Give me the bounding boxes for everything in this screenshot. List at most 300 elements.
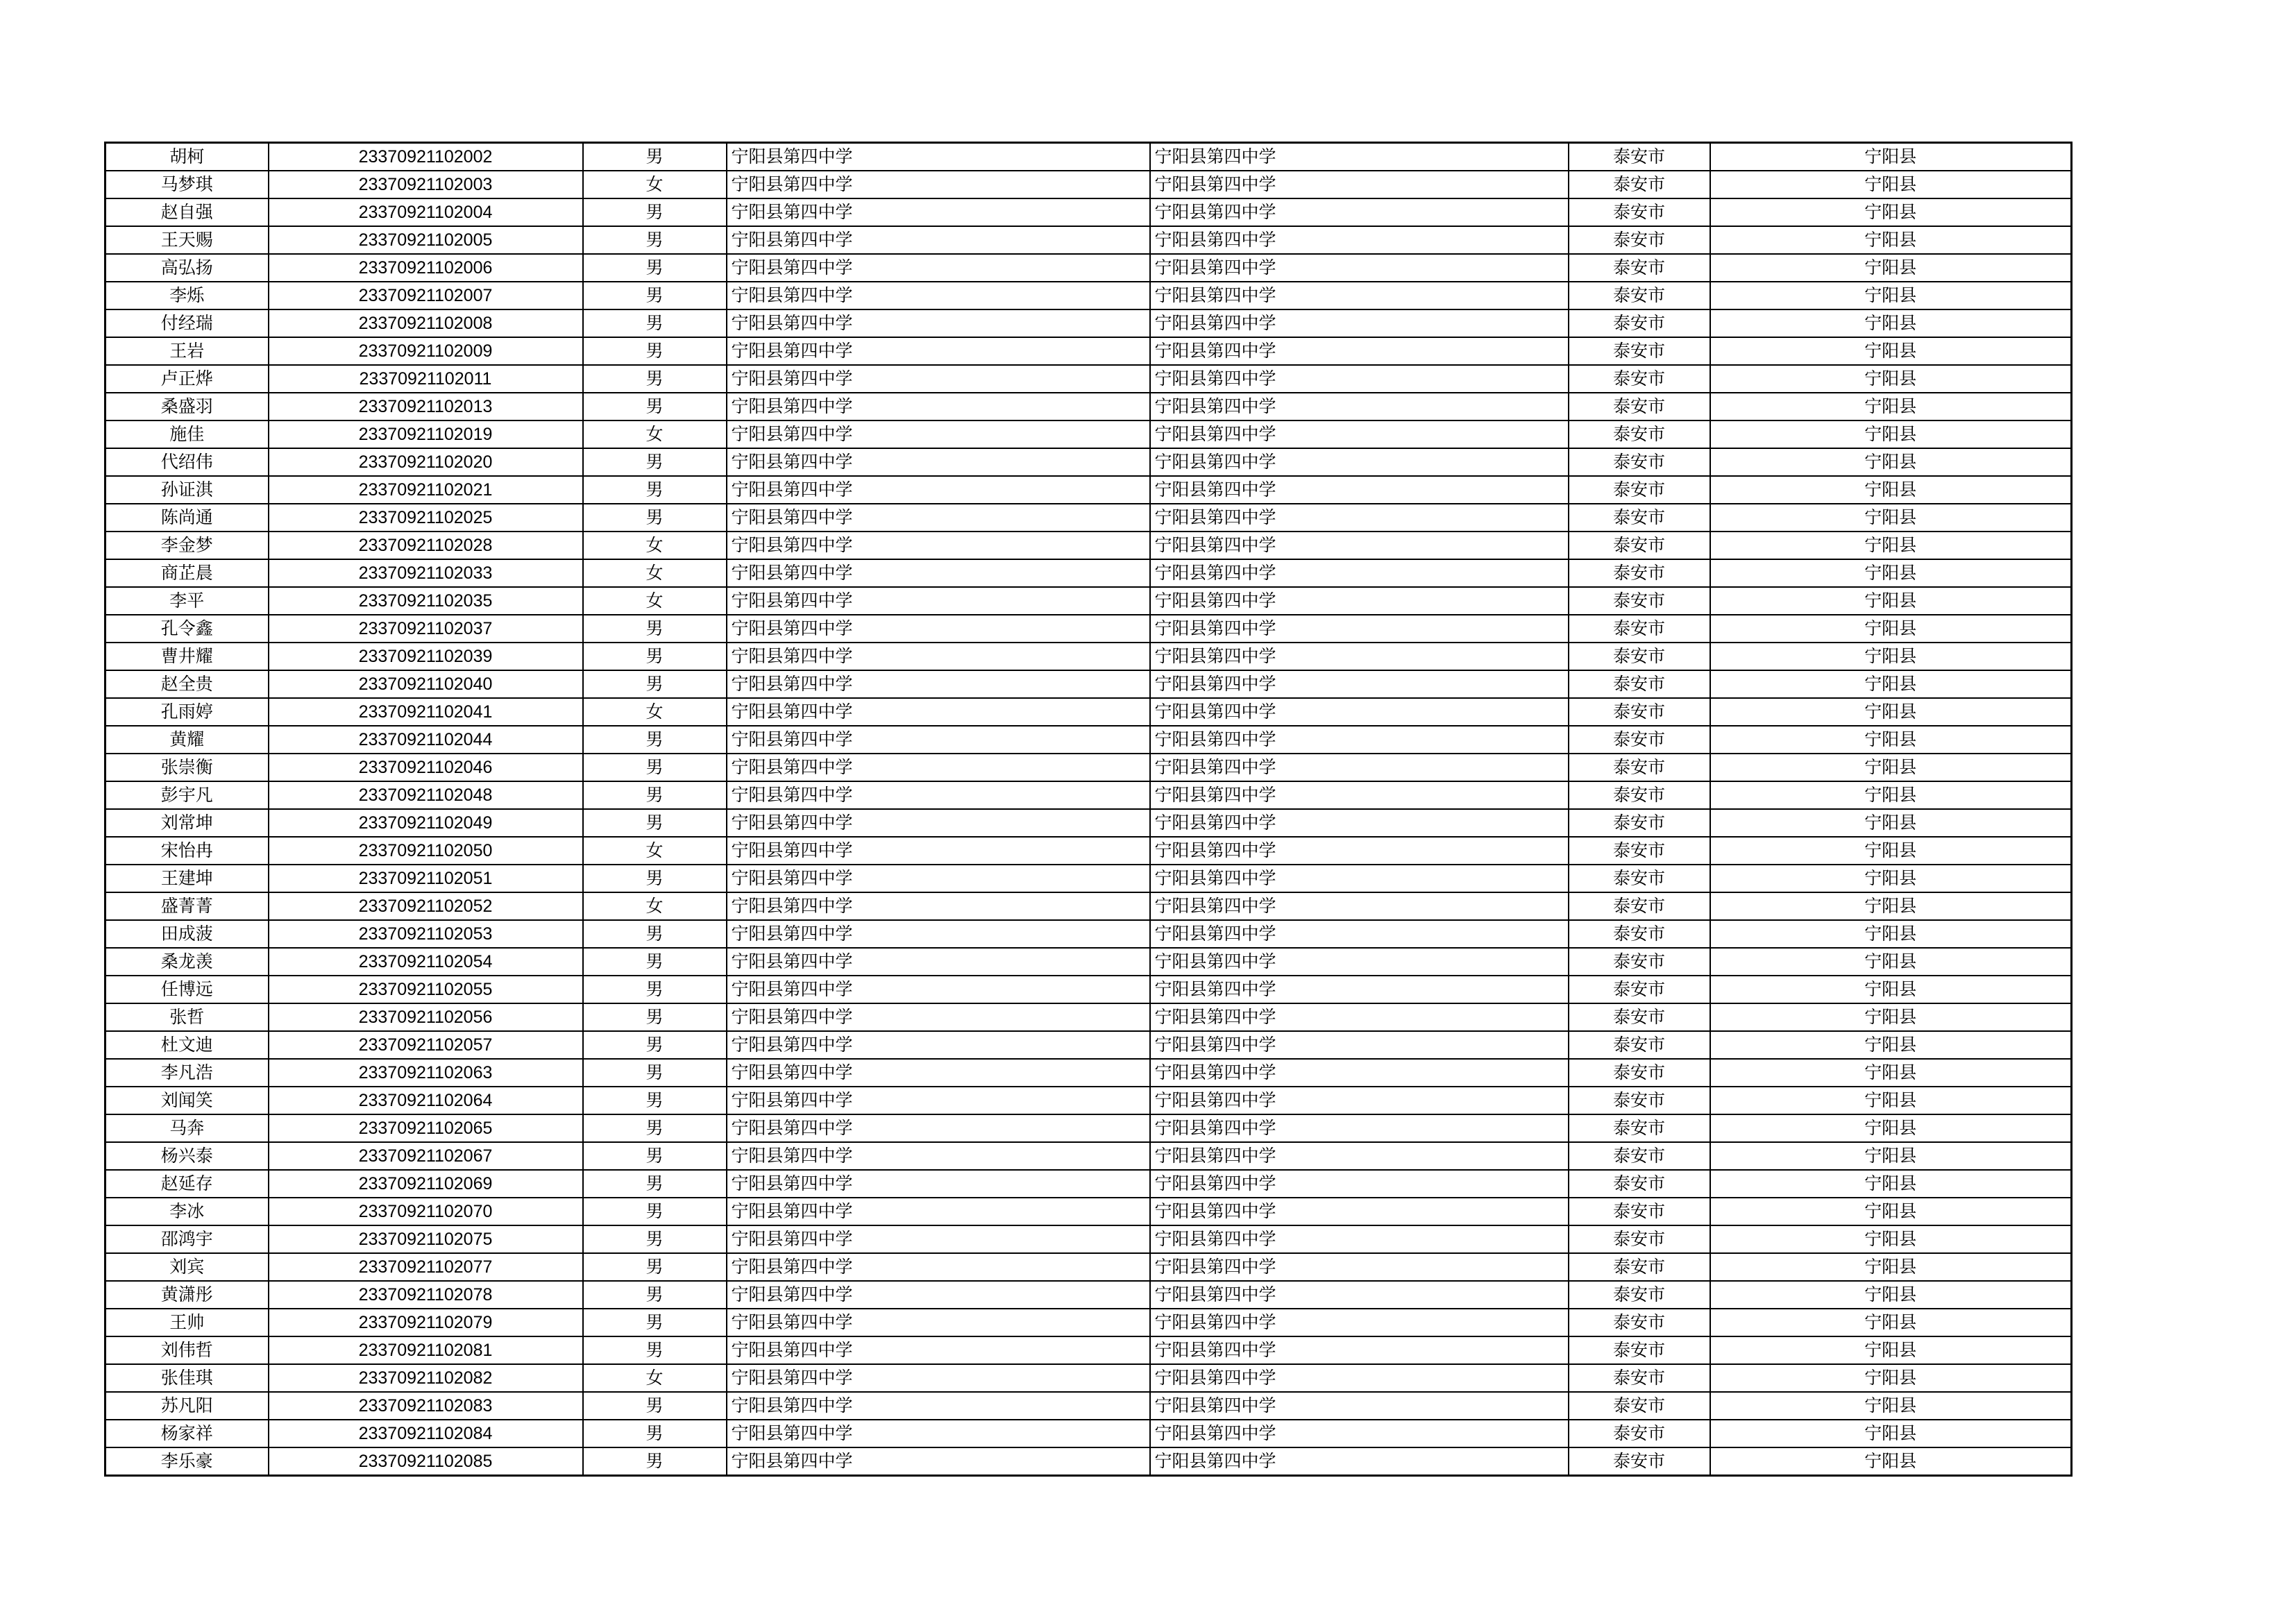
gender-cell: 男 [583, 754, 727, 781]
exam-id-cell: 23370921102008 [269, 309, 583, 337]
table-row [105, 1281, 2072, 1309]
school-cell: 宁阳县第四中学 [727, 1392, 1150, 1420]
registered-school-cell: 宁阳县第四中学 [1150, 1142, 1569, 1170]
gender-cell: 男 [583, 920, 727, 948]
city-cell: 泰安市 [1569, 1225, 1710, 1253]
exam-id-cell: 23370921102067 [269, 1142, 583, 1170]
school-cell: 宁阳县第四中学 [727, 143, 1150, 171]
city-cell: 泰安市 [1569, 587, 1710, 615]
gender-cell: 男 [583, 781, 727, 809]
county-cell: 宁阳县 [1710, 865, 2072, 892]
registered-school-cell: 宁阳县第四中学 [1150, 754, 1569, 781]
county-cell: 宁阳县 [1710, 1142, 2072, 1170]
gender-cell: 男 [583, 1447, 727, 1476]
gender-cell: 女 [583, 171, 727, 198]
registered-school-cell: 宁阳县第四中学 [1150, 365, 1569, 393]
registered-school-cell: 宁阳县第四中学 [1150, 393, 1569, 420]
county-cell: 宁阳县 [1710, 976, 2072, 1003]
exam-id-cell: 23370921102063 [269, 1059, 583, 1087]
county-cell: 宁阳县 [1710, 1447, 2072, 1476]
city-cell: 泰安市 [1569, 1336, 1710, 1364]
county-cell: 宁阳县 [1710, 1003, 2072, 1031]
exam-id-cell: 23370921102009 [269, 337, 583, 365]
city-cell: 泰安市 [1569, 420, 1710, 448]
registered-school-cell: 宁阳县第四中学 [1150, 726, 1569, 754]
county-cell: 宁阳县 [1710, 393, 2072, 420]
gender-cell: 男 [583, 670, 727, 698]
county-cell: 宁阳县 [1710, 365, 2072, 393]
table-row [105, 1309, 2072, 1336]
city-cell: 泰安市 [1569, 337, 1710, 365]
county-cell: 宁阳县 [1710, 1420, 2072, 1447]
county-cell: 宁阳县 [1710, 1309, 2072, 1336]
city-cell: 泰安市 [1569, 171, 1710, 198]
registered-school-cell: 宁阳县第四中学 [1150, 698, 1569, 726]
exam-id-cell: 23370921102055 [269, 976, 583, 1003]
name-cell: 施佳 [105, 420, 269, 448]
table-row [105, 559, 2072, 587]
city-cell: 泰安市 [1569, 1198, 1710, 1225]
name-cell: 胡柯 [105, 143, 269, 171]
registered-school-cell: 宁阳县第四中学 [1150, 559, 1569, 587]
table-row [105, 1059, 2072, 1087]
registered-school-cell: 宁阳县第四中学 [1150, 1031, 1569, 1059]
name-cell: 李平 [105, 587, 269, 615]
name-cell: 王天赐 [105, 226, 269, 254]
city-cell: 泰安市 [1569, 781, 1710, 809]
school-cell: 宁阳县第四中学 [727, 1114, 1150, 1142]
registered-school-cell: 宁阳县第四中学 [1150, 282, 1569, 309]
name-cell: 李金梦 [105, 532, 269, 559]
name-cell: 刘闻笑 [105, 1087, 269, 1114]
registered-school-cell: 宁阳县第四中学 [1150, 309, 1569, 337]
county-cell: 宁阳县 [1710, 1253, 2072, 1281]
name-cell: 苏凡阳 [105, 1392, 269, 1420]
school-cell: 宁阳县第四中学 [727, 365, 1150, 393]
city-cell: 泰安市 [1569, 1059, 1710, 1087]
county-cell: 宁阳县 [1710, 643, 2072, 670]
exam-id-cell: 23370921102025 [269, 504, 583, 532]
city-cell: 泰安市 [1569, 615, 1710, 643]
name-cell: 卢正烨 [105, 365, 269, 393]
exam-id-cell: 23370921102084 [269, 1420, 583, 1447]
name-cell: 刘伟哲 [105, 1336, 269, 1364]
name-cell: 黄耀 [105, 726, 269, 754]
exam-id-cell: 23370921102007 [269, 282, 583, 309]
exam-id-cell: 23370921102083 [269, 1392, 583, 1420]
registered-school-cell: 宁阳县第四中学 [1150, 1447, 1569, 1476]
name-cell: 商芷晨 [105, 559, 269, 587]
exam-id-cell: 23370921102037 [269, 615, 583, 643]
registered-school-cell: 宁阳县第四中学 [1150, 892, 1569, 920]
exam-id-cell: 23370921102077 [269, 1253, 583, 1281]
name-cell: 黄潇彤 [105, 1281, 269, 1309]
name-cell: 杜文迪 [105, 1031, 269, 1059]
table-row [105, 1087, 2072, 1114]
exam-id-cell: 23370921102003 [269, 171, 583, 198]
registered-school-cell: 宁阳县第四中学 [1150, 670, 1569, 698]
registered-school-cell: 宁阳县第四中学 [1150, 1170, 1569, 1198]
county-cell: 宁阳县 [1710, 892, 2072, 920]
gender-cell: 男 [583, 226, 727, 254]
gender-cell: 男 [583, 309, 727, 337]
school-cell: 宁阳县第四中学 [727, 420, 1150, 448]
table-row [105, 1253, 2072, 1281]
table-row [105, 1114, 2072, 1142]
name-cell: 刘常坤 [105, 809, 269, 837]
name-cell: 刘宾 [105, 1253, 269, 1281]
table-row [105, 1170, 2072, 1198]
table-row [105, 143, 2072, 171]
exam-id-cell: 23370921102004 [269, 198, 583, 226]
school-cell: 宁阳县第四中学 [727, 198, 1150, 226]
school-cell: 宁阳县第四中学 [727, 559, 1150, 587]
county-cell: 宁阳县 [1710, 1225, 2072, 1253]
school-cell: 宁阳县第四中学 [727, 282, 1150, 309]
exam-id-cell: 23370921102044 [269, 726, 583, 754]
county-cell: 宁阳县 [1710, 559, 2072, 587]
registered-school-cell: 宁阳县第四中学 [1150, 337, 1569, 365]
gender-cell: 男 [583, 1003, 727, 1031]
school-cell: 宁阳县第四中学 [727, 587, 1150, 615]
table-row [105, 1142, 2072, 1170]
gender-cell: 男 [583, 1253, 727, 1281]
table-row [105, 448, 2072, 476]
gender-cell: 女 [583, 587, 727, 615]
county-cell: 宁阳县 [1710, 1059, 2072, 1087]
registered-school-cell: 宁阳县第四中学 [1150, 198, 1569, 226]
table-row [105, 1225, 2072, 1253]
registered-school-cell: 宁阳县第四中学 [1150, 504, 1569, 532]
city-cell: 泰安市 [1569, 1031, 1710, 1059]
gender-cell: 男 [583, 198, 727, 226]
county-cell: 宁阳县 [1710, 1114, 2072, 1142]
city-cell: 泰安市 [1569, 365, 1710, 393]
name-cell: 高弘扬 [105, 254, 269, 282]
name-cell: 赵延存 [105, 1170, 269, 1198]
city-cell: 泰安市 [1569, 504, 1710, 532]
registered-school-cell: 宁阳县第四中学 [1150, 948, 1569, 976]
exam-id-cell: 23370921102065 [269, 1114, 583, 1142]
city-cell: 泰安市 [1569, 1309, 1710, 1336]
school-cell: 宁阳县第四中学 [727, 892, 1150, 920]
table-row [105, 892, 2072, 920]
table-row [105, 198, 2072, 226]
table-row [105, 282, 2072, 309]
registered-school-cell: 宁阳县第四中学 [1150, 448, 1569, 476]
gender-cell: 男 [583, 504, 727, 532]
county-cell: 宁阳县 [1710, 1198, 2072, 1225]
table-row [105, 504, 2072, 532]
registered-school-cell: 宁阳县第四中学 [1150, 532, 1569, 559]
gender-cell: 女 [583, 559, 727, 587]
city-cell: 泰安市 [1569, 476, 1710, 504]
registered-school-cell: 宁阳县第四中学 [1150, 226, 1569, 254]
name-cell: 田成菠 [105, 920, 269, 948]
registered-school-cell: 宁阳县第四中学 [1150, 643, 1569, 670]
county-cell: 宁阳县 [1710, 1087, 2072, 1114]
gender-cell: 男 [583, 1170, 727, 1198]
table-row [105, 726, 2072, 754]
gender-cell: 男 [583, 476, 727, 504]
school-cell: 宁阳县第四中学 [727, 865, 1150, 892]
registered-school-cell: 宁阳县第四中学 [1150, 837, 1569, 865]
table-row [105, 920, 2072, 948]
table-row [105, 643, 2072, 670]
name-cell: 孔雨婷 [105, 698, 269, 726]
registered-school-cell: 宁阳县第四中学 [1150, 1003, 1569, 1031]
school-cell: 宁阳县第四中学 [727, 1087, 1150, 1114]
county-cell: 宁阳县 [1710, 143, 2072, 171]
exam-id-cell: 23370921102085 [269, 1447, 583, 1476]
school-cell: 宁阳县第四中学 [727, 504, 1150, 532]
table-body [105, 143, 2072, 1476]
name-cell: 宋怡冉 [105, 837, 269, 865]
school-cell: 宁阳县第四中学 [727, 1003, 1150, 1031]
gender-cell: 男 [583, 726, 727, 754]
registered-school-cell: 宁阳县第四中学 [1150, 976, 1569, 1003]
county-cell: 宁阳县 [1710, 781, 2072, 809]
name-cell: 马梦琪 [105, 171, 269, 198]
name-cell: 王建坤 [105, 865, 269, 892]
school-cell: 宁阳县第四中学 [727, 309, 1150, 337]
county-cell: 宁阳县 [1710, 1336, 2072, 1364]
city-cell: 泰安市 [1569, 920, 1710, 948]
county-cell: 宁阳县 [1710, 1031, 2072, 1059]
exam-id-cell: 23370921102021 [269, 476, 583, 504]
table-row [105, 1031, 2072, 1059]
school-cell: 宁阳县第四中学 [727, 1170, 1150, 1198]
gender-cell: 男 [583, 1059, 727, 1087]
table-row [105, 226, 2072, 254]
exam-id-cell: 23370921102079 [269, 1309, 583, 1336]
gender-cell: 男 [583, 448, 727, 476]
name-cell: 盛菁菁 [105, 892, 269, 920]
name-cell: 任博远 [105, 976, 269, 1003]
city-cell: 泰安市 [1569, 282, 1710, 309]
registered-school-cell: 宁阳县第四中学 [1150, 1392, 1569, 1420]
city-cell: 泰安市 [1569, 1087, 1710, 1114]
table-row [105, 393, 2072, 420]
city-cell: 泰安市 [1569, 670, 1710, 698]
table-row [105, 865, 2072, 892]
gender-cell: 男 [583, 865, 727, 892]
gender-cell: 男 [583, 254, 727, 282]
registered-school-cell: 宁阳县第四中学 [1150, 1253, 1569, 1281]
county-cell: 宁阳县 [1710, 171, 2072, 198]
table-row [105, 420, 2072, 448]
city-cell: 泰安市 [1569, 1114, 1710, 1142]
registered-school-cell: 宁阳县第四中学 [1150, 1059, 1569, 1087]
exam-id-cell: 23370921102033 [269, 559, 583, 587]
county-cell: 宁阳县 [1710, 1281, 2072, 1309]
school-cell: 宁阳县第四中学 [727, 1059, 1150, 1087]
registered-school-cell: 宁阳县第四中学 [1150, 587, 1569, 615]
table-row [105, 532, 2072, 559]
table-row [105, 587, 2072, 615]
city-cell: 泰安市 [1569, 448, 1710, 476]
city-cell: 泰安市 [1569, 1142, 1710, 1170]
gender-cell: 男 [583, 948, 727, 976]
gender-cell: 男 [583, 282, 727, 309]
exam-id-cell: 23370921102002 [269, 143, 583, 171]
registered-school-cell: 宁阳县第四中学 [1150, 1336, 1569, 1364]
table-row [105, 698, 2072, 726]
school-cell: 宁阳县第四中学 [727, 976, 1150, 1003]
county-cell: 宁阳县 [1710, 726, 2072, 754]
gender-cell: 男 [583, 1031, 727, 1059]
registered-school-cell: 宁阳县第四中学 [1150, 1087, 1569, 1114]
exam-id-cell: 23370921102035 [269, 587, 583, 615]
county-cell: 宁阳县 [1710, 504, 2072, 532]
county-cell: 宁阳县 [1710, 254, 2072, 282]
name-cell: 赵全贵 [105, 670, 269, 698]
city-cell: 泰安市 [1569, 726, 1710, 754]
registered-school-cell: 宁阳县第四中学 [1150, 254, 1569, 282]
registered-school-cell: 宁阳县第四中学 [1150, 1420, 1569, 1447]
school-cell: 宁阳县第四中学 [727, 1336, 1150, 1364]
exam-id-cell: 23370921102078 [269, 1281, 583, 1309]
name-cell: 马奔 [105, 1114, 269, 1142]
city-cell: 泰安市 [1569, 1447, 1710, 1476]
county-cell: 宁阳县 [1710, 587, 2072, 615]
registered-school-cell: 宁阳县第四中学 [1150, 420, 1569, 448]
school-cell: 宁阳县第四中学 [727, 1281, 1150, 1309]
city-cell: 泰安市 [1569, 892, 1710, 920]
city-cell: 泰安市 [1569, 837, 1710, 865]
city-cell: 泰安市 [1569, 1253, 1710, 1281]
registered-school-cell: 宁阳县第四中学 [1150, 143, 1569, 171]
county-cell: 宁阳县 [1710, 532, 2072, 559]
school-cell: 宁阳县第四中学 [727, 1420, 1150, 1447]
exam-id-cell: 23370921102054 [269, 948, 583, 976]
county-cell: 宁阳县 [1710, 1364, 2072, 1392]
gender-cell: 女 [583, 698, 727, 726]
name-cell: 张佳琪 [105, 1364, 269, 1392]
name-cell: 杨家祥 [105, 1420, 269, 1447]
name-cell: 曹井耀 [105, 643, 269, 670]
city-cell: 泰安市 [1569, 254, 1710, 282]
gender-cell: 男 [583, 1309, 727, 1336]
table-row [105, 476, 2072, 504]
table-row [105, 837, 2072, 865]
exam-id-cell: 23370921102048 [269, 781, 583, 809]
exam-id-cell: 23370921102039 [269, 643, 583, 670]
school-cell: 宁阳县第四中学 [727, 1225, 1150, 1253]
exam-id-cell: 23370921102005 [269, 226, 583, 254]
city-cell: 泰安市 [1569, 865, 1710, 892]
registered-school-cell: 宁阳县第四中学 [1150, 615, 1569, 643]
school-cell: 宁阳县第四中学 [727, 754, 1150, 781]
school-cell: 宁阳县第四中学 [727, 643, 1150, 670]
gender-cell: 女 [583, 892, 727, 920]
exam-id-cell: 23370921102081 [269, 1336, 583, 1364]
gender-cell: 男 [583, 1114, 727, 1142]
table-row [105, 976, 2072, 1003]
exam-id-cell: 23370921102049 [269, 809, 583, 837]
school-cell: 宁阳县第四中学 [727, 226, 1150, 254]
school-cell: 宁阳县第四中学 [727, 532, 1150, 559]
table-row [105, 365, 2072, 393]
school-cell: 宁阳县第四中学 [727, 448, 1150, 476]
city-cell: 泰安市 [1569, 532, 1710, 559]
school-cell: 宁阳县第四中学 [727, 254, 1150, 282]
table-row [105, 309, 2072, 337]
table-row [105, 1364, 2072, 1392]
school-cell: 宁阳县第四中学 [727, 726, 1150, 754]
school-cell: 宁阳县第四中学 [727, 698, 1150, 726]
school-cell: 宁阳县第四中学 [727, 1198, 1150, 1225]
gender-cell: 男 [583, 809, 727, 837]
school-cell: 宁阳县第四中学 [727, 837, 1150, 865]
exam-id-cell: 23370921102052 [269, 892, 583, 920]
registered-school-cell: 宁阳县第四中学 [1150, 865, 1569, 892]
school-cell: 宁阳县第四中学 [727, 476, 1150, 504]
registered-school-cell: 宁阳县第四中学 [1150, 920, 1569, 948]
city-cell: 泰安市 [1569, 309, 1710, 337]
school-cell: 宁阳县第四中学 [727, 1253, 1150, 1281]
county-cell: 宁阳县 [1710, 1170, 2072, 1198]
gender-cell: 男 [583, 1198, 727, 1225]
county-cell: 宁阳县 [1710, 948, 2072, 976]
table-row [105, 337, 2072, 365]
school-cell: 宁阳县第四中学 [727, 1447, 1150, 1476]
county-cell: 宁阳县 [1710, 754, 2072, 781]
name-cell: 邵鸿宇 [105, 1225, 269, 1253]
county-cell: 宁阳县 [1710, 337, 2072, 365]
exam-id-cell: 23370921102053 [269, 920, 583, 948]
name-cell: 李冰 [105, 1198, 269, 1225]
gender-cell: 女 [583, 837, 727, 865]
city-cell: 泰安市 [1569, 1003, 1710, 1031]
table-row [105, 615, 2072, 643]
name-cell: 李凡浩 [105, 1059, 269, 1087]
city-cell: 泰安市 [1569, 948, 1710, 976]
county-cell: 宁阳县 [1710, 476, 2072, 504]
gender-cell: 女 [583, 420, 727, 448]
gender-cell: 男 [583, 643, 727, 670]
city-cell: 泰安市 [1569, 643, 1710, 670]
table-row [105, 809, 2072, 837]
table-row [105, 254, 2072, 282]
name-cell: 陈尚通 [105, 504, 269, 532]
name-cell: 孔令鑫 [105, 615, 269, 643]
city-cell: 泰安市 [1569, 976, 1710, 1003]
registered-school-cell: 宁阳县第四中学 [1150, 781, 1569, 809]
county-cell: 宁阳县 [1710, 698, 2072, 726]
registered-school-cell: 宁阳县第四中学 [1150, 1198, 1569, 1225]
gender-cell: 男 [583, 1281, 727, 1309]
registered-school-cell: 宁阳县第四中学 [1150, 1114, 1569, 1142]
city-cell: 泰安市 [1569, 809, 1710, 837]
gender-cell: 男 [583, 337, 727, 365]
name-cell: 孙证淇 [105, 476, 269, 504]
city-cell: 泰安市 [1569, 1364, 1710, 1392]
school-cell: 宁阳县第四中学 [727, 1364, 1150, 1392]
exam-id-cell: 23370921102064 [269, 1087, 583, 1114]
exam-id-cell: 23370921102069 [269, 1170, 583, 1198]
county-cell: 宁阳县 [1710, 920, 2072, 948]
name-cell: 彭宇凡 [105, 781, 269, 809]
gender-cell: 女 [583, 532, 727, 559]
exam-id-cell: 23370921102057 [269, 1031, 583, 1059]
gender-cell: 男 [583, 1420, 727, 1447]
school-cell: 宁阳县第四中学 [727, 337, 1150, 365]
county-cell: 宁阳县 [1710, 309, 2072, 337]
school-cell: 宁阳县第四中学 [727, 1031, 1150, 1059]
name-cell: 李乐豪 [105, 1447, 269, 1476]
gender-cell: 女 [583, 1364, 727, 1392]
